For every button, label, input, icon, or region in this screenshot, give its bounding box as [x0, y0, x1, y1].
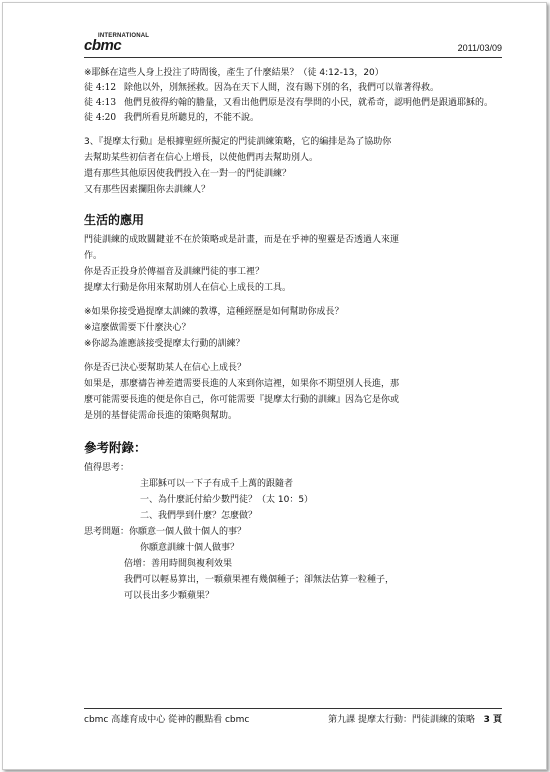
paragraph-line: 去幫助某些初信者在信心上增長，以使他們再去幫助別人。: [84, 153, 319, 163]
paragraph-line: 提摩太行動是你用來幫助別人在信心上成長的工具。: [84, 283, 292, 293]
verse-ref: 徒 4:12: [84, 83, 117, 93]
cbmc-logo: [84, 33, 150, 54]
verse-ref: 徒 4:13: [84, 98, 117, 108]
appendix-line: 你願意訓練十個人做事？: [140, 543, 240, 553]
paragraph-line: 是別的基督徒需命長進的策略與幫助。: [84, 411, 238, 421]
section-heading-appendix: 參考附錄：: [84, 440, 147, 455]
footer-divider: [84, 708, 502, 709]
verse-text: 除他以外，別無拯救。因為在天下人間，沒有賜下別的名，我們可以靠著得救。: [124, 83, 440, 93]
appendix-line: 二、我們學到什麼？怎麼做？: [140, 511, 258, 521]
verse-item: [84, 81, 504, 96]
verse-text: 他們見彼得約翰的膽量，又看出他們原是沒有學問的小民，就希奇，認明他們是跟過耶穌的。: [124, 98, 494, 108]
question-line: ※這麼做需要下什麼決心？: [84, 323, 191, 333]
appendix-line: 思考問題：你願意一個人做十個人的事？: [84, 527, 247, 537]
question-line: ※如果你接受過提摩太訓練的教導，這種經歷是如何幫助你成長？: [84, 307, 344, 317]
verse-ref: 徒 4:20: [84, 113, 117, 123]
page-number: 3 頁: [483, 715, 502, 725]
section-heading-application: 生活的應用: [84, 213, 145, 227]
verse-item: [84, 111, 504, 126]
question-line: 還有那些其他原因使我們投入在一對一的門徒訓練？: [84, 169, 292, 179]
page-footer: [84, 712, 502, 725]
footer-lesson-title: 第九課 提摩太行動：門徒訓練的策略: [328, 715, 475, 725]
verse-text: 我們所看見所聽見的，不能不說。: [124, 113, 260, 123]
paragraph-line: 作。: [84, 251, 103, 261]
section1-question: ※耶穌在這些人身上投注了時間後，產生了什麼結果？（徒 4:12-13，20）: [84, 68, 384, 78]
document-page: [2, 2, 547, 770]
question-line: 又有那些因素攔阻你去訓練人？: [84, 185, 211, 195]
paragraph-line: 麼可能需要長進的便是你自己，你可能需要『提摩太行動的訓練』因為它是你或: [84, 395, 400, 405]
page-body: [84, 65, 504, 604]
question-line: ※你認為誰應該接受提摩太行動的訓練？: [84, 339, 245, 349]
appendix-line: 可以長出多少顆蘋果？: [124, 591, 215, 601]
appendix-line: 主耶穌可以一下子有成千上萬的跟隨者: [140, 479, 294, 489]
appendix-line: 倍增：善用時間與複利效果: [124, 559, 233, 569]
logo-international-text: INTERNATIONAL: [98, 33, 150, 39]
appendix-line: 一、為什麼託付給少數門徒？（太 10：5）: [140, 495, 314, 505]
header-divider: [84, 57, 502, 58]
paragraph-line: 3、『提摩太行動』是根據聖經所擬定的門徒訓練策略，它的編排是為了協助你: [84, 137, 392, 147]
appendix-line: 我們可以輕易算出，一顆蘋果裡有幾個種子；卻無法估算一粒種子，: [124, 575, 395, 585]
appendix-line: 值得思考：: [84, 463, 130, 473]
logo-cbmc-text: cbmc: [84, 37, 122, 54]
header-date: 2011/03/09: [457, 43, 502, 53]
paragraph-line: 你是否正投身於傳福音及訓練門徒的事工裡？: [84, 267, 265, 277]
paragraph-line: 你是否已決心要幫助某人在信心上成長？: [84, 363, 247, 373]
paragraph-line: 如果是，那麼禱告神差遣需要長進的人來到你這裡，如果你不期望別人長進，那: [84, 379, 400, 389]
footer-left-text: cbmc 高雄育成中心 從神的觀點看 cbmc: [84, 715, 250, 725]
paragraph-line: 門徒訓練的成敗關鍵並不在於策略或是計畫，而是在乎神的聖靈是否透過人來運: [84, 235, 400, 245]
verse-item: [84, 96, 504, 111]
